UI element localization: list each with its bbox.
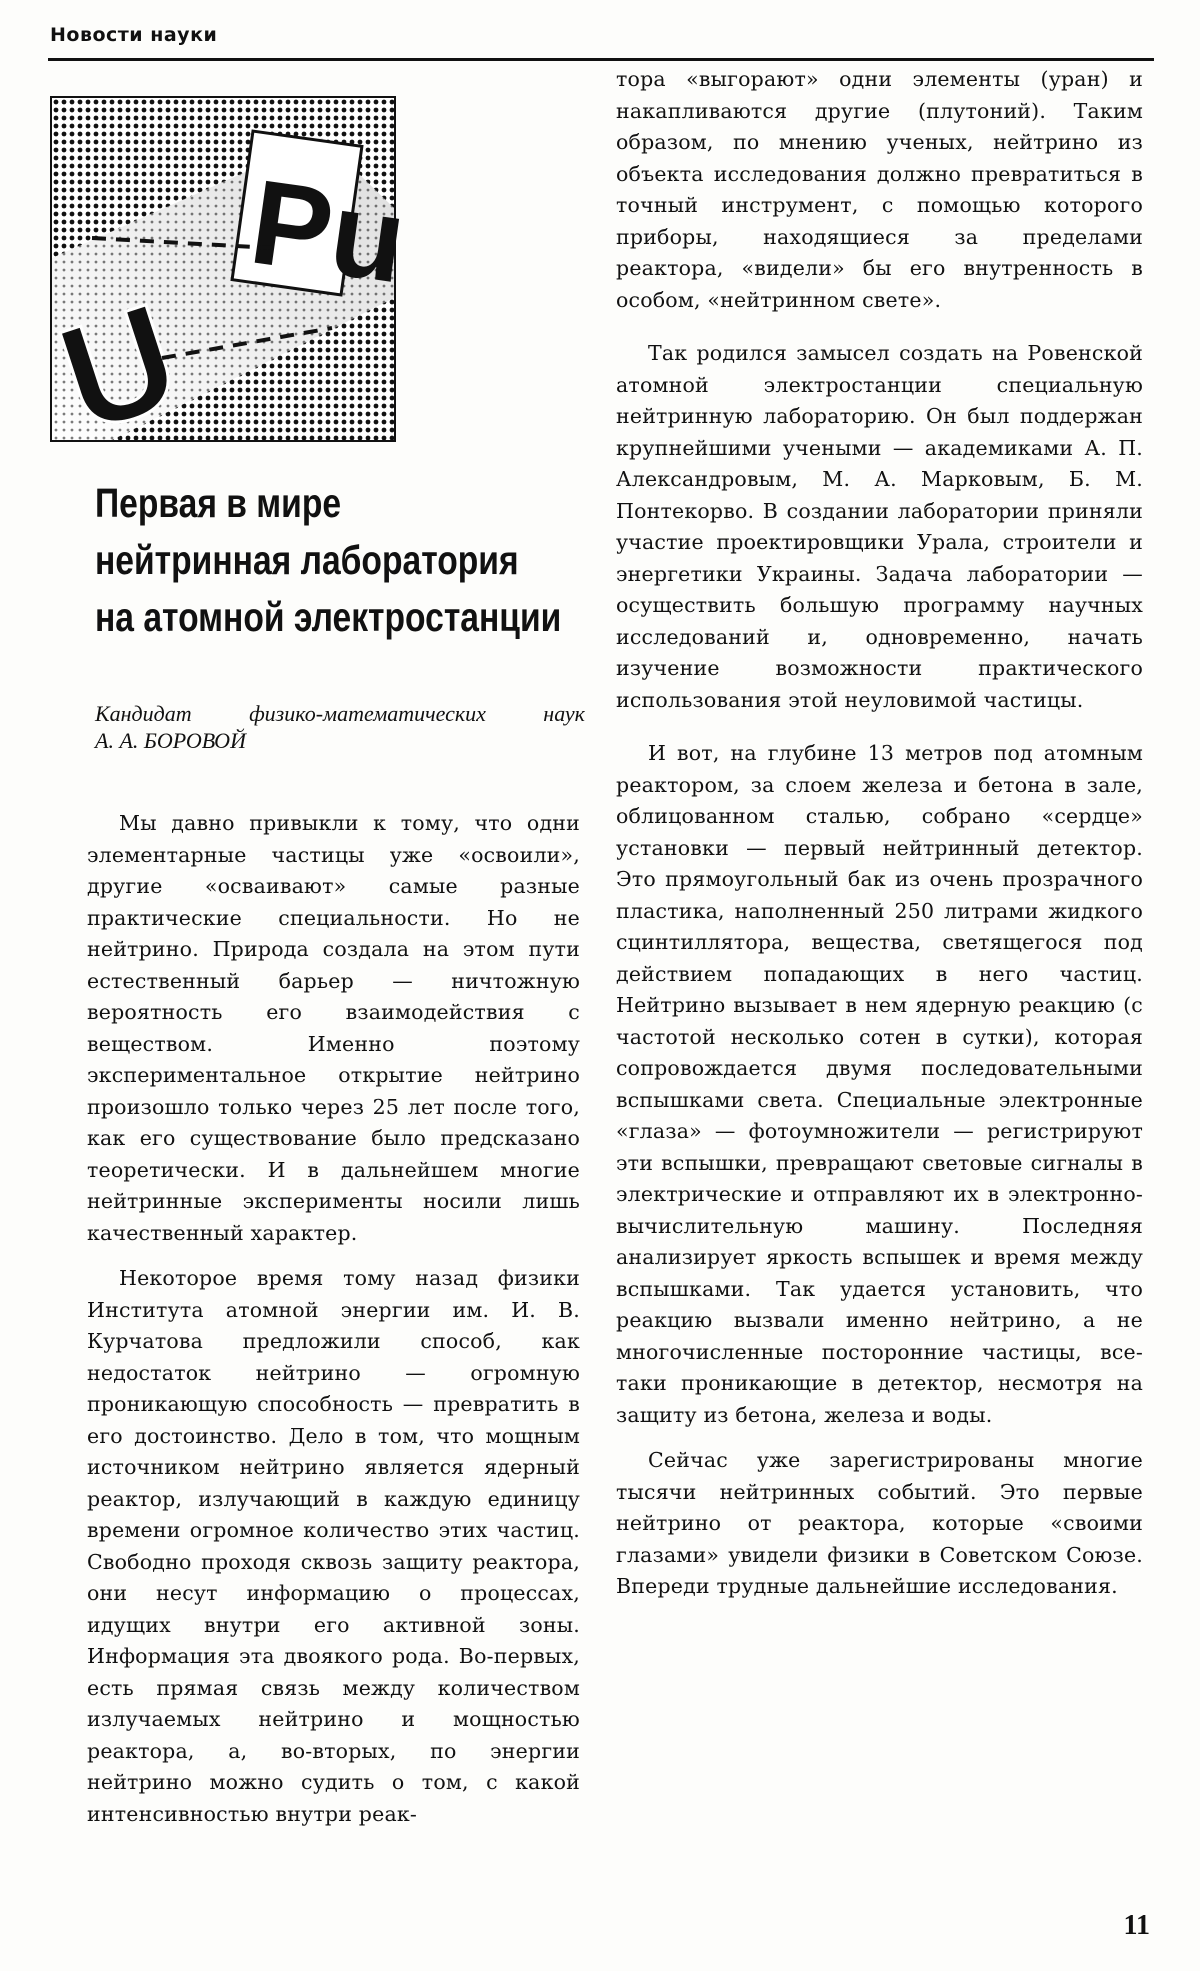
title-line: нейтринная лаборатория [95, 537, 519, 583]
byline [95, 700, 585, 754]
byline-word: физико-математических [249, 701, 486, 726]
article-illustration [41, 96, 414, 465]
paragraph: Некоторое время тому назад физики Института атомной энергии им. И. В. Курчатова предложили способ, как недостаток нейтрино — огромную проникающую способность — превратить в его достоинство. Дело в том, что мощным источником нейтрино является ядерный реактор, излучающий в каждую единицу времени огромное количество этих частиц. Свободно проходя сквозь защиту реактора, они несут информацию о процессах, идущих внутри его активной зоны. Информация эта двоякого рода. Во-первых, есть прямая связь между количеством излучаемых нейтрино и мощностью реактора, а, во-вторых, по энергии нейтрино можно судить о том, с какой интенсивностью внутри реак- [87, 1266, 580, 1826]
paragraph: тора «выгорают» одни элементы (уран) и накапливаются другие (плутоний). Таким образом, по мнению ученых, нейтрино из объекта исследования должно превратиться в точный инструмент, с помощью которого приборы, находящиеся за пределами реактора, «видели» бы его внутренность в особом, «нейтринном свете». [616, 67, 1143, 312]
paragraph: И вот, на глубине 13 метров под атомным реактором, за слоем железа и бетона в зале, облицованном сталью, собрано «сердце» установки — первый нейтринный детектор. Это прямоугольный бак из очень прозрачного пластика, наполненный 250 литрами жидкого сцинтиллятора, вещества, светящегося под действием попадающих в него частиц. Нейтрино вызывает в нем ядерную реакцию (с частотой несколько сотен в сутки), которая сопровождается двумя последовательными вспышками света. Специальные электронные «глаза» — фотоумножители — регистрируют эти вспышки, превращают световые сигналы в электрические и отправляют их в электронно-вычислительную машину. Последняя анализирует яркость вспышек и время между вспышками. Так удается установить, что реакцию вызвали именно нейтрино, а не многочисленные посторонние частицы, все-таки проникающие в детектор, несмотря на защиту из бетона, железа и воды. [616, 741, 1143, 1427]
byline-word: наук [543, 701, 585, 726]
column-right [616, 64, 1143, 1603]
byline-author: А. А. БОРОВОЙ [95, 728, 246, 753]
paragraph: Сейчас уже зарегистрированы многие тысячи нейтринных событий. Это первые нейтрино от реактора, которые «своими глазами» увидели физики в Советском Союзе. Впереди трудные дальнейшие исследования. [616, 1448, 1143, 1598]
halftone-illustration [41, 98, 414, 465]
title-line: Первая в мире [95, 480, 342, 526]
byline-word: Кандидат [95, 701, 192, 726]
article-title [95, 475, 562, 646]
title-line: на атомной электростанции [95, 594, 562, 640]
page-number: 11 [1123, 1910, 1150, 1941]
top-rule [48, 58, 1154, 61]
byline-credential [95, 700, 585, 727]
svg-text:U: U [41, 270, 197, 465]
paragraph: Мы давно привыкли к тому, что одни элементарные частицы уже «освоили», другие «осваивают» самые разные практические специальности. Но не нейтрино. Природа создала на этом пути естественный барьер — ничтожную вероятность его взаимодействия с веществом. Именно поэтому экспериментальное открытие нейтрино произошло только через 25 лет после того, как его существование было предсказано теоретически. И в дальнейшем многие нейтринные эксперименты носили лишь качественный характер. [87, 811, 580, 1245]
paragraph: Так родился замысел создать на Ровенской атомной электростанции специальную нейтринную лабораторию. Он был поддержан крупнейшими учеными — академиками А. П. Александровым, М. А. Марковым, Б. М. Понтекорво. В создании лаборатории приняли участие проектировщики Урала, строители и энергетики Украины. Задача лаборатории — осуществить большую программу научных исследований и, одновременно, начать изучение возможности практического использования этой неуловимой частицы. [616, 341, 1143, 712]
section-label: Новости науки [50, 24, 218, 46]
column-left [87, 808, 580, 1830]
svg-text:Pu: Pu [243, 154, 414, 309]
